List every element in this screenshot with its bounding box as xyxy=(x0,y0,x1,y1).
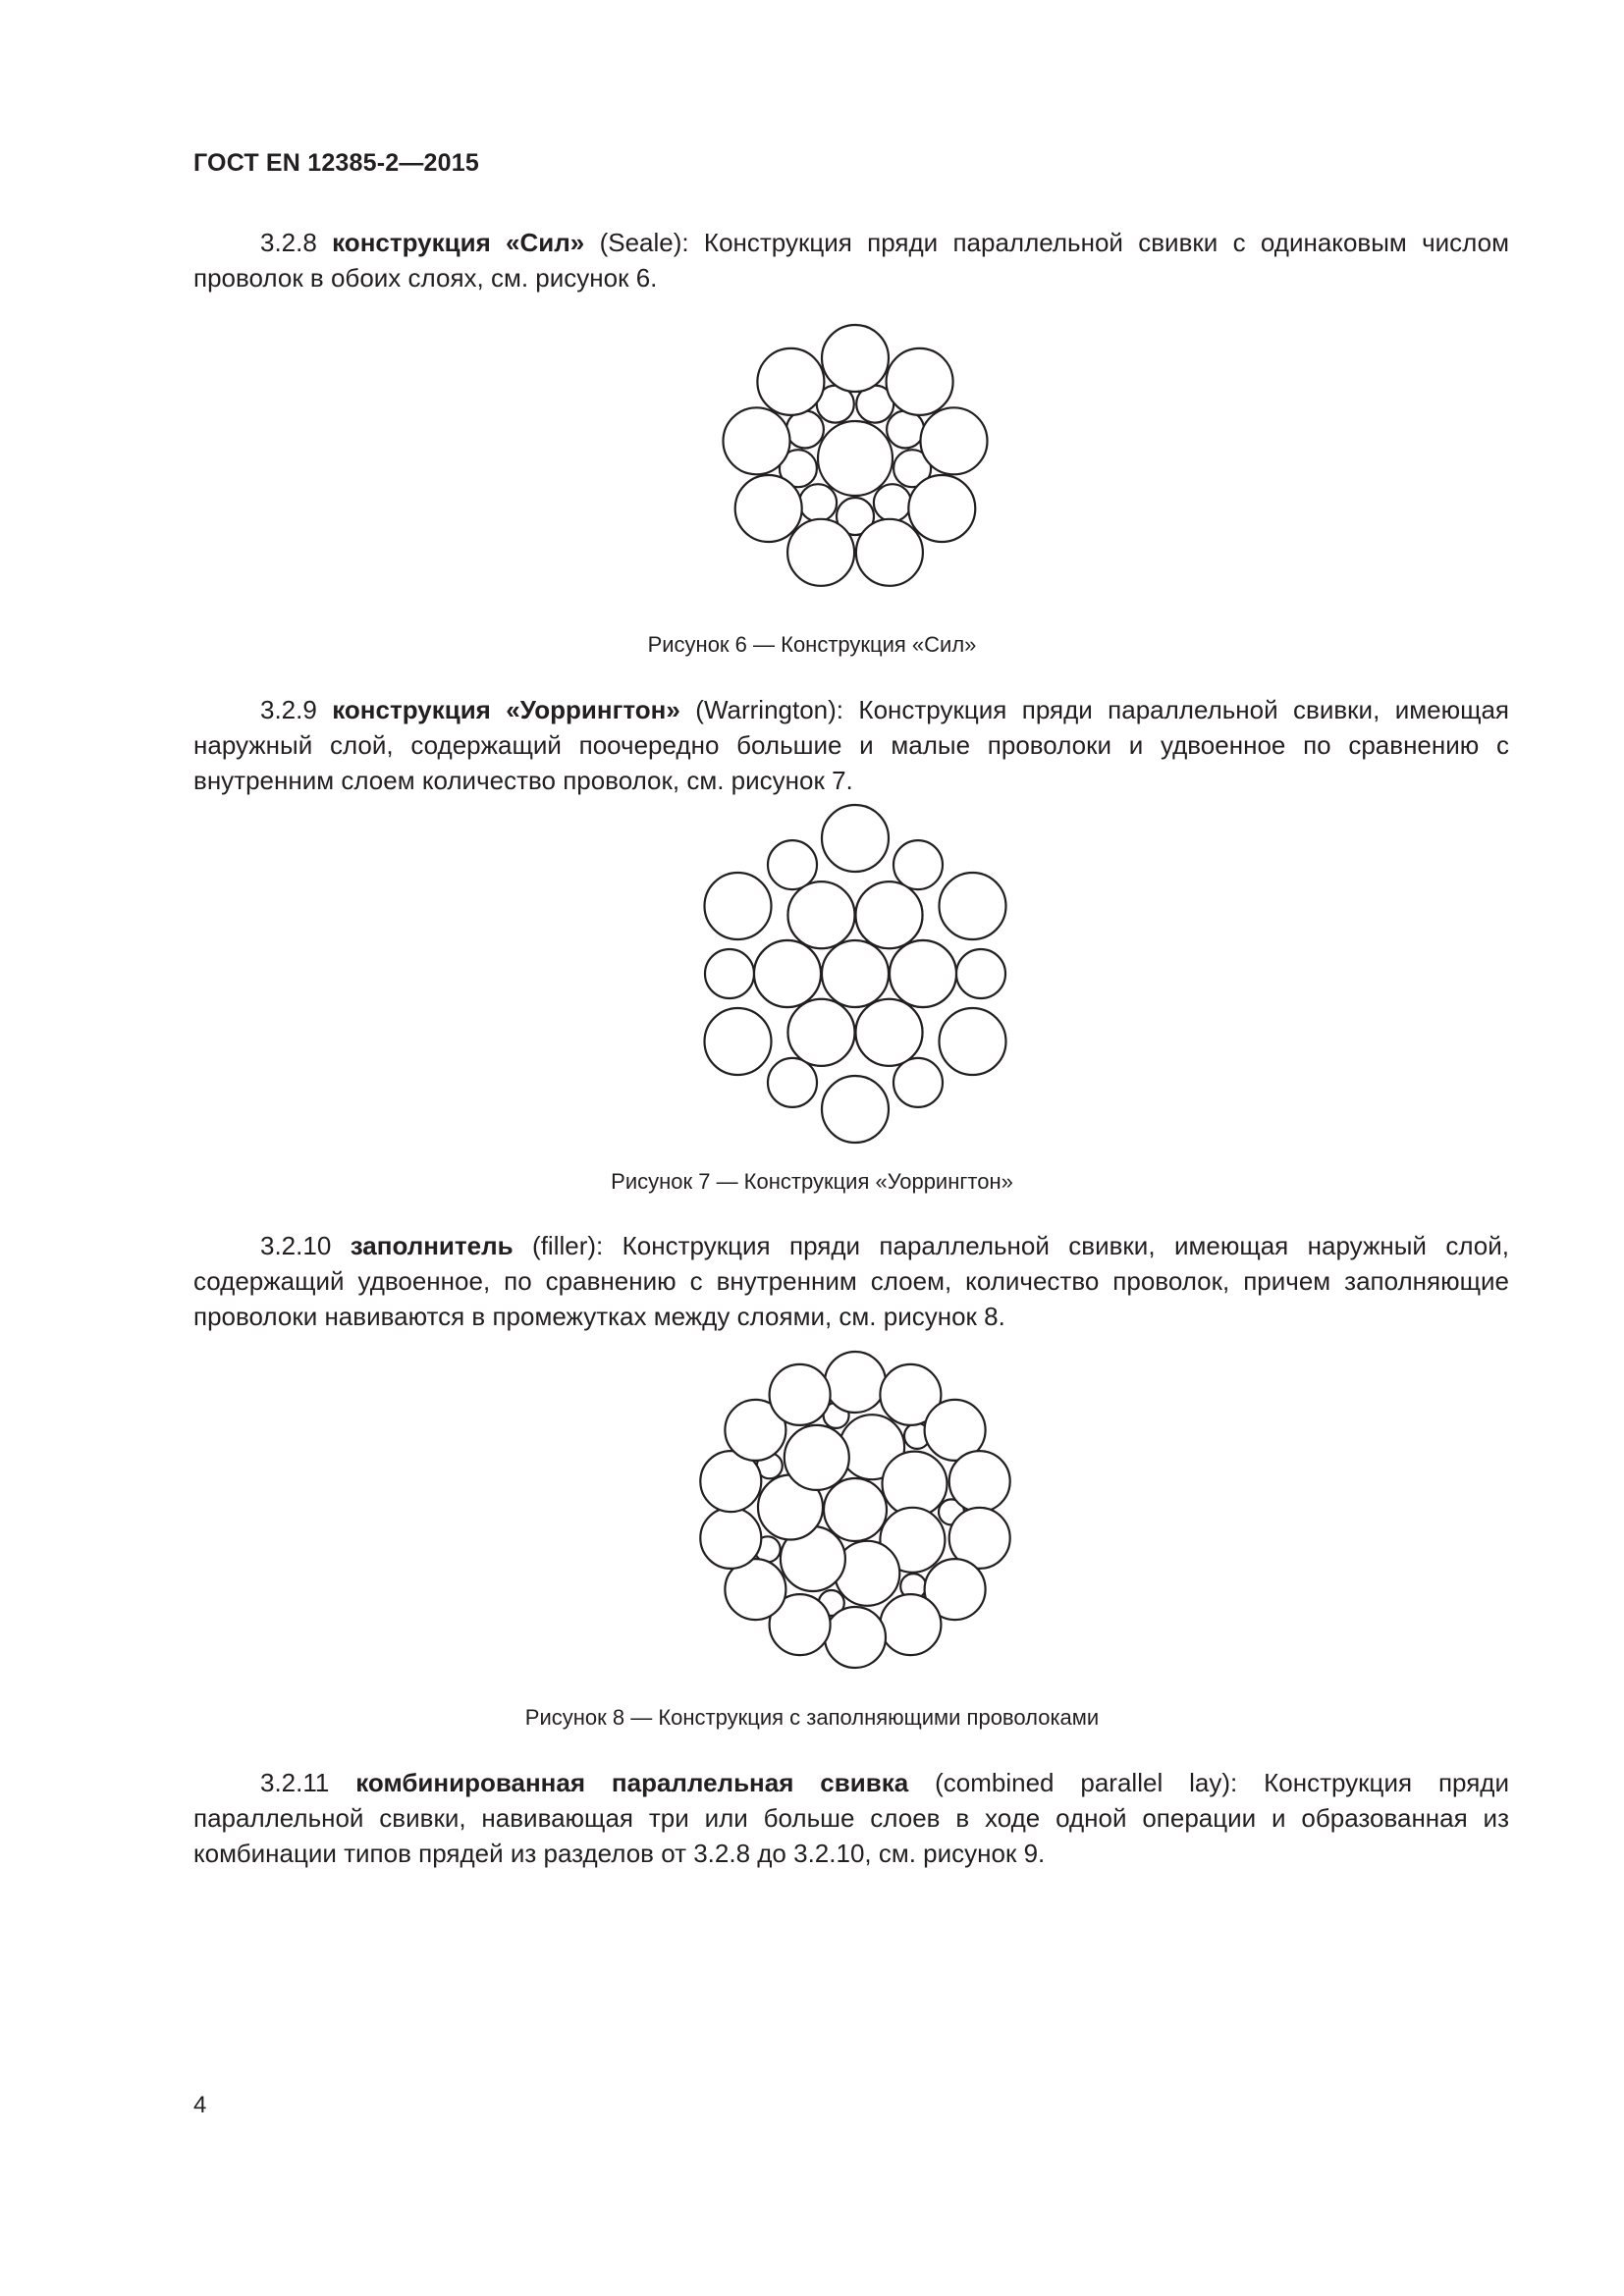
outer-wire xyxy=(949,1451,1010,1512)
core-wire xyxy=(824,1478,887,1541)
section-term-en: (combined parallel lay) xyxy=(935,1768,1231,1797)
inner-wire xyxy=(785,1425,849,1490)
outer-wire xyxy=(825,1607,886,1668)
section-number: 3.2.11 xyxy=(260,1768,330,1797)
section-term-en: (filler) xyxy=(532,1231,597,1260)
section-3-2-11 xyxy=(193,1765,1509,1871)
inner-wire xyxy=(883,1452,947,1517)
document-header: ГОСТ EN 12385-2—2015 xyxy=(193,149,479,177)
figure-6-caption: Рисунок 6 — Конструкция «Сил» xyxy=(647,632,977,657)
outer-wire xyxy=(770,1364,831,1425)
figure-8-caption: Рисунок 8 — Конструкция с заполняющими проволоками xyxy=(524,1705,1100,1730)
section-definition: : Конструкция пряди параллельной свивки, навивающая три или больше слоев в ходе одной операции и образованная из комбинации типов прядей из разделов от 3.2.8 до 3.2.10, см. рисунок 9. xyxy=(193,1768,1509,1868)
section-term: заполнитель xyxy=(350,1231,514,1260)
section-term: конструкция «Уоррингтон» xyxy=(332,695,680,724)
outer-wire xyxy=(825,1352,886,1413)
section-number: 3.2.8 xyxy=(260,228,317,257)
section-term: комбинированная параллельная свивка xyxy=(355,1768,909,1797)
outer-wire xyxy=(880,1594,941,1655)
section-term: конструкция «Сил» xyxy=(332,228,585,257)
section-definition: : Конструкция пряди параллельной свивки, имеющая наружный слой, содержащий удвоенное, по сравнению с внутренним слоем, количество проволок, причем заполняющие проволоки навиваются в промежутках между слоями, см. рисунок 8. xyxy=(193,1231,1509,1331)
section-number: 3.2.9 xyxy=(260,695,317,724)
page-number: 4 xyxy=(193,2092,207,2118)
section-definition: : Конструкция пряди параллельной свивки, имеющая наружный слой, содержащий поочередно большие и малые проволоки и удвоенное по сравнению с внутренним слоем количество проволок, см. рисунок 7. xyxy=(193,695,1510,795)
section-term-en: (Seale) xyxy=(599,228,682,257)
figure-7-caption: Рисунок 7 — Конструкция «Уоррингтон» xyxy=(611,1169,1013,1194)
section-number: 3.2.10 xyxy=(260,1231,332,1260)
section-term-en: (Warrington) xyxy=(695,695,837,724)
section-definition: : Конструкция пряди параллельной свивки с одинаковым числом проволок в обоих слоях, см. рисунок 6. xyxy=(193,228,1509,293)
outer-wire xyxy=(700,1508,761,1569)
